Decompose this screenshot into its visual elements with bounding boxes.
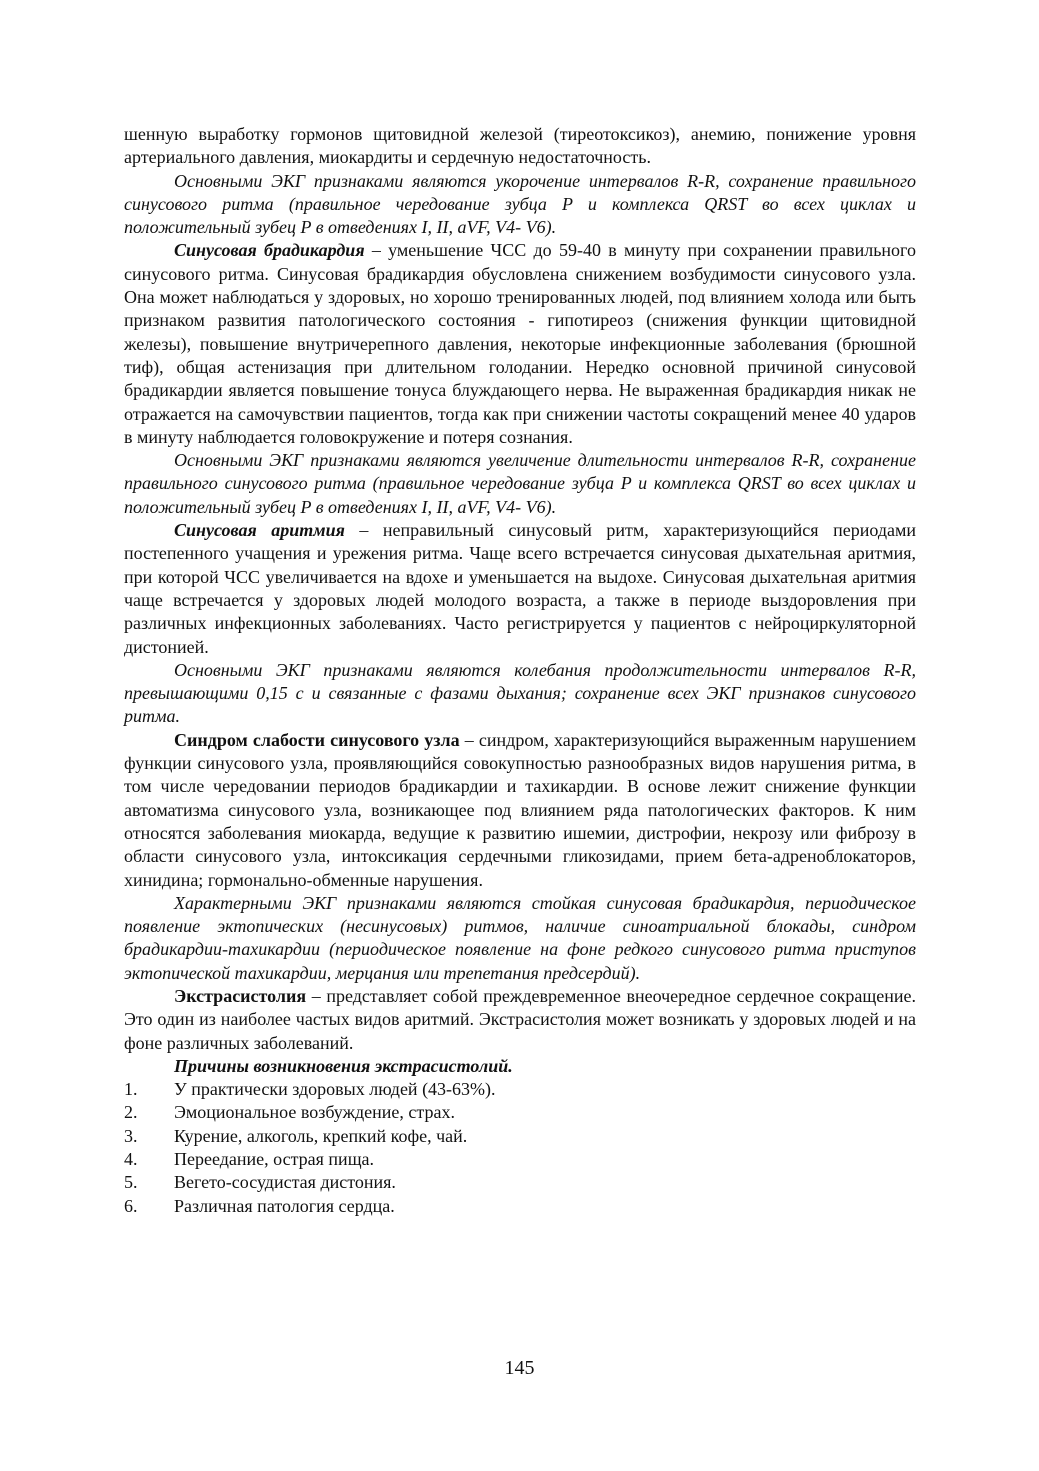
list-item-text: Курение, алкоголь, крепкий кофе, чай. <box>174 1125 468 1146</box>
definition-sick-sinus-syndrome: – синдром, характеризующийся выраженным нарушением функции синусового узла, проявляющийся совокупностью разнообразных видов нарушения ритма, в том числе чередовании периодов брадикардии и тахикардии. В основе лежит снижение функции автоматизма синусового узла, возникающее под влиянием ряда патологических факторов. К ним относятся заболевания миокарда, ведущие к развитию ишемии, дистрофии, некрозу или фиброзу в области синусового узла, интоксикация сердечными гликозидами, прием бета-адреноблокаторов, хинидина; гормонально-обменные нарушения. <box>124 729 916 890</box>
list-item-text: Эмоциональное возбуждение, страх. <box>174 1102 455 1123</box>
list-item-number: 6. <box>124 1195 138 1216</box>
list-item <box>124 1125 916 1148</box>
list-item-number: 5. <box>124 1172 138 1193</box>
paragraph-continuation: шенную выработку гормонов щитовидной железой (тиреотоксикоз), анемию, понижение уровня артериального давления, миокардиты и сердечную недостаточность. <box>124 124 916 168</box>
list-item <box>124 1101 916 1124</box>
ecg-signs-arrhythmia: Основными ЭКГ признаками являются колебания продолжительности интервалов R-R, превышающими 0,15 с и связанные с фазами дыхания; сохранение всех ЭКГ признаков синусового ритма. <box>124 659 916 727</box>
list-item-text: Переедание, острая пища. <box>174 1149 375 1170</box>
term-sinus-arrhythmia: Синусовая аритмия <box>174 520 345 541</box>
ecg-signs-tachycardia: Основными ЭКГ признаками являются укорочение интервалов R-R, сохранение правильного синусового ритма (правильное чередование зубца P и комплекса QRST во всех циклах и положительный зубец P в отведениях I, II, aVF, V4- V6). <box>124 170 916 238</box>
list-item-number: 4. <box>124 1149 138 1170</box>
list-item-text: Вегето-сосудистая дистония. <box>174 1172 396 1193</box>
term-extrasystole: Экстрасистолия <box>174 985 307 1006</box>
page-body <box>124 123 916 1218</box>
page-number: 145 <box>504 1357 535 1379</box>
list-item-text: У практически здоровых людей (43-63%). <box>174 1079 496 1100</box>
paragraph-sinus-arrhythmia <box>124 519 916 659</box>
definition-sinus-bradycardia: – уменьшение ЧСС до 59-40 в минуту при сохранении правильного синусового ритма. Синусовая брадикардия обусловлена снижением возбудимости синусового узла. Она может наблюдаться у здоровых, но хорошо тренированных людей, под влиянием холода или быть признаком развития патологического состояния - гипотиреоз (снижения функции щитовидной железы), повышение внутричерепного давления, некоторые инфекционные заболевания (брюшной тиф), общая астенизация при длительном голодании. Нередко основной причиной синусовой брадикардии является повышение тонуса блуждающего нерва. Не выраженная брадикардия никак не отражается на самочувствии пациентов, тогда как при снижении частоты сокращений менее 40 ударов в минуту наблюдается головокружение и потеря сознания. <box>124 240 916 447</box>
list-item <box>124 1078 916 1101</box>
paragraph-sick-sinus-syndrome <box>124 729 916 892</box>
definition-extrasystole: – представляет собой преждевременное внеочередное сердечное сокращение. Это один из наиболее частых видов аритмий. Экстрасистолия может возникать у здоровых людей и на фоне различных заболеваний. <box>124 985 916 1053</box>
list-item-number: 1. <box>124 1079 138 1100</box>
list-item <box>124 1171 916 1194</box>
term-sick-sinus-syndrome: Синдром слабости синусового узла <box>174 729 460 750</box>
list-item <box>124 1148 916 1171</box>
paragraph-extrasystole <box>124 985 916 1055</box>
ecg-signs-bradycardia: Основными ЭКГ признаками являются увеличение длительности интервалов R-R, сохранение правильного синусового ритма (правильное чередование зубца P и комплекса QRST во всех циклах и положительный зубец P в отведениях I, II, aVF, V4- V6). <box>124 450 916 517</box>
list-item-text: Различная патология сердца. <box>174 1195 395 1216</box>
causes-list <box>124 1078 916 1218</box>
list-item <box>124 1195 916 1218</box>
causes-heading: Причины возникновения экстрасистолий. <box>174 1055 513 1076</box>
list-item-number: 3. <box>124 1125 138 1146</box>
definition-sinus-arrhythmia: – неправильный синусовый ритм, характеризующийся периодами постепенного учащения и урежения ритма. Чаще всего встречается синусовая дыхательная аритмия, при которой ЧСС увеличивается на вдохе и уменьшается на выдохе. Синусовая дыхательная аритмия чаще встречается у здоровых людей молодого возраста, а также в периоде выздоровления при различных инфекционных заболеваниях. Часто регистрируется у пациентов с нейроциркуляторной дистонией. <box>124 520 917 657</box>
list-item-number: 2. <box>124 1102 138 1123</box>
ecg-signs-sick-sinus: Характерными ЭКГ признаками являются стойкая синусовая брадикардия, периодическое появление эктопических (несинусовых) ритмов, наличие синоатриальной блокады, синдром брадикардии-тахикардии (периодическое появление на фоне редкого синусового ритма приступов эктопической тахикардии, мерцания или трепетания предсердий). <box>124 892 916 983</box>
paragraph-sinus-bradycardia <box>124 239 916 449</box>
term-sinus-bradycardia: Синусовая брадикардия <box>174 240 365 261</box>
